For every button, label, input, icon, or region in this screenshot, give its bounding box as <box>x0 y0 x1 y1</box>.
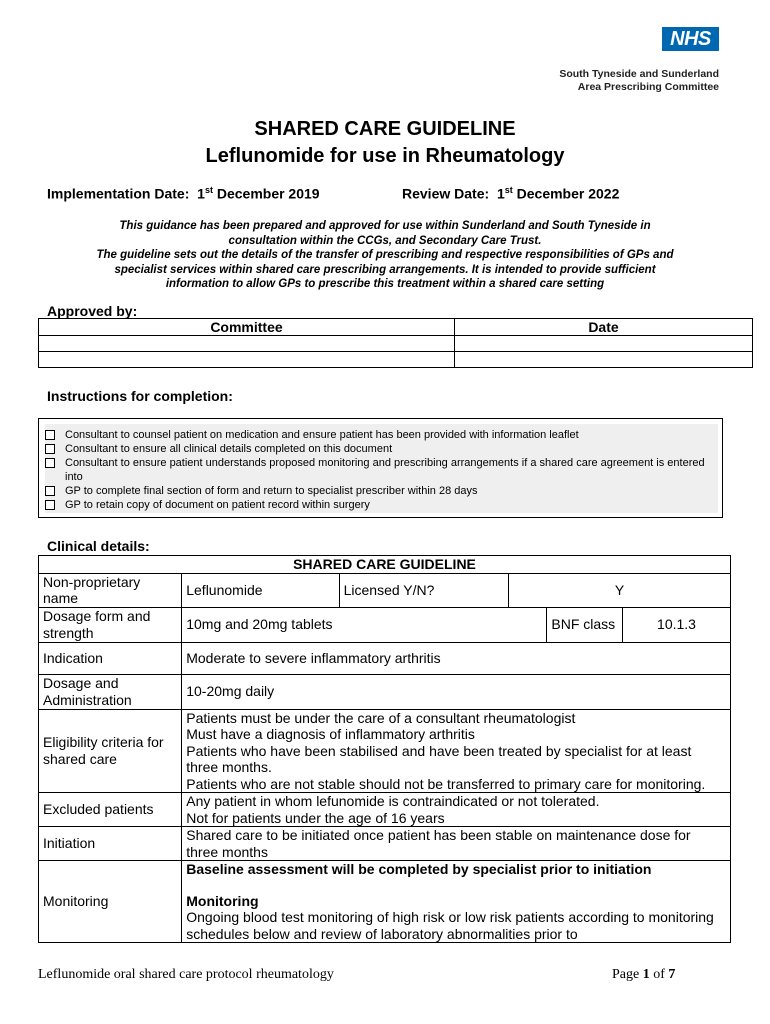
dosage-form-value: 10mg and 20mg tablets <box>182 607 547 642</box>
instruction-item <box>45 456 705 484</box>
date-cell[interactable] <box>455 336 753 352</box>
checkbox[interactable] <box>45 430 55 440</box>
nonprop-label: Non-proprietary name <box>39 573 182 607</box>
initiation-label: Initiation <box>39 827 182 861</box>
dosage-admin-value: 10-20mg daily <box>182 674 731 709</box>
eligibility-label: Eligibility criteria for shared care <box>39 709 182 793</box>
instruction-item <box>45 484 705 498</box>
monitoring-label: Monitoring <box>39 861 182 943</box>
excluded-line: Not for patients under the age of 16 years <box>186 809 445 826</box>
excluded-label: Excluded patients <box>39 793 182 827</box>
instruction-item <box>45 428 705 442</box>
instruction-text: Consultant to ensure all clinical details completed on this document <box>65 443 393 455</box>
impl-label: Implementation Date: <box>47 185 190 202</box>
org-line-1: South Tyneside and Sunderland <box>559 68 719 80</box>
instructions-list <box>45 428 705 512</box>
organisation-name <box>559 68 719 94</box>
eligibility-line: Patients who are not stable should not be transferred to primary care for monitoring. <box>186 775 706 792</box>
footer-title: Leflunomide oral shared care protocol rheumatology <box>38 967 334 982</box>
monitoring-baseline: Baseline assessment will be completed by specialist prior to initiation <box>186 861 652 877</box>
indication-label: Indication <box>39 642 182 674</box>
review-label: Review Date: <box>402 185 490 202</box>
dosage-admin-label: Dosage and Administration <box>39 674 182 709</box>
date-header: Date <box>455 319 753 336</box>
intro-paragraph <box>40 219 730 292</box>
monitoring-text: Ongoing blood test monitoring of high risk or low risk patients according to monitoring schedules below and review of laboratory abnormalities prior to <box>186 909 714 942</box>
approval-row <box>39 336 753 352</box>
clinical-heading: Clinical details: <box>47 538 150 554</box>
page-number <box>612 967 675 983</box>
instruction-text: Consultant to ensure patient understands proposed monitoring and prescribing arrangements if a shared care agreement is entered into <box>65 457 705 483</box>
licensed-label: Licensed Y/N? <box>339 573 508 607</box>
instructions-heading: Instructions for completion: <box>47 388 233 404</box>
clinical-table <box>38 555 731 943</box>
checkbox[interactable] <box>45 500 55 510</box>
date-cell[interactable] <box>455 352 753 368</box>
eligibility-line: Must have a diagnosis of inflammatory arthritis <box>186 726 475 742</box>
impl-day: 1 <box>197 185 205 202</box>
instruction-text: GP to complete final section of form and return to specialist prescriber within 28 days <box>65 485 478 497</box>
review-day: 1 <box>496 185 505 202</box>
intro-line-2: consultation within the CCGs, and Secondary Care Trust. <box>228 234 542 247</box>
excluded-value <box>182 793 731 827</box>
instruction-text: Consultant to counsel patient on medication and ensure patient has been provided with information leaflet <box>65 429 579 441</box>
page-of: of <box>653 967 665 982</box>
dosage-form-label: Dosage form and strength <box>39 607 182 642</box>
org-line-2: Area Prescribing Committee <box>577 81 719 93</box>
impl-rest: December 2019 <box>216 185 320 202</box>
committee-cell[interactable] <box>39 352 455 368</box>
instruction-item <box>45 442 705 456</box>
eligibility-line: Patients must be under the care of a consultant rheumatologist <box>186 709 576 726</box>
instruction-text: GP to retain copy of document on patient record within surgery <box>65 499 370 511</box>
committee-header: Committee <box>39 319 455 336</box>
approval-table <box>38 318 753 368</box>
instructions-box <box>38 418 723 518</box>
review-date <box>402 185 619 202</box>
nonprop-value: Leflunomide <box>182 573 339 607</box>
checkbox[interactable] <box>45 458 55 468</box>
intro-line-4: specialist services within shared care prescribing arrangements. It is intended to provide sufficient <box>114 263 656 276</box>
document-title: SHARED CARE GUIDELINE <box>254 118 516 140</box>
document-subtitle: Leflunomide for use in Rheumatology <box>205 145 565 167</box>
approved-heading: Approved by: <box>47 303 138 319</box>
intro-line-3: The guideline sets out the details of the transfer of prescribing and respective responsibilities of GPs and <box>96 249 674 261</box>
instruction-item <box>45 498 705 512</box>
review-suffix: st <box>504 185 513 195</box>
licensed-value: Y <box>509 573 731 607</box>
intro-line-1: This guidance has been prepared and approved for use within Sunderland and South Tyneside in <box>119 220 651 232</box>
monitoring-value <box>182 861 731 943</box>
nhs-logo: NHS <box>662 27 719 51</box>
page-current: 1 <box>642 967 650 982</box>
bnf-value: 10.1.3 <box>623 607 731 642</box>
initiation-value: Shared care to be initiated once patient has been stable on maintenance dose for three months <box>182 827 731 861</box>
checkbox[interactable] <box>45 486 55 496</box>
bnf-label: BNF class <box>547 607 623 642</box>
impl-suffix: st <box>204 185 213 195</box>
review-rest: December 2022 <box>516 185 620 202</box>
approval-row <box>39 352 753 368</box>
intro-line-5: information to allow GPs to prescribe this treatment within a shared care setting <box>165 278 605 290</box>
monitoring-subhead: Monitoring <box>186 892 259 909</box>
excluded-line: Any patient in whom lefunomide is contraindicated or not tolerated. <box>186 793 600 809</box>
eligibility-line: Patients who have been stabilised and have been treated by specialist for at least three months. <box>186 742 692 775</box>
implementation-date <box>47 185 320 202</box>
checkbox[interactable] <box>45 444 55 454</box>
indication-value: Moderate to severe inflammatory arthritis <box>182 642 731 674</box>
page-total: 7 <box>668 967 676 982</box>
committee-cell[interactable] <box>39 336 455 352</box>
eligibility-value <box>182 709 731 793</box>
clinical-table-title: SHARED CARE GUIDELINE <box>39 556 731 574</box>
page-prefix: Page <box>612 967 640 982</box>
